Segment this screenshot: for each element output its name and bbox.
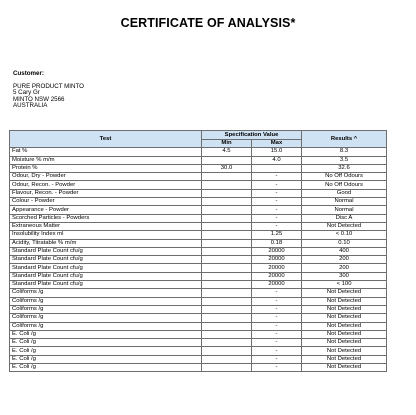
header-test: Test: [10, 131, 202, 148]
row-min: [202, 272, 252, 280]
row-max: 1.25: [252, 231, 302, 239]
row-result: 200: [302, 256, 387, 264]
row-min: [202, 322, 252, 330]
row-min: [202, 156, 252, 164]
row-max: -: [252, 314, 302, 322]
row-max: -: [252, 364, 302, 372]
table-row: [10, 314, 387, 322]
row-result: Not Detected: [302, 222, 387, 230]
row-test-name: Coliforms /g: [10, 297, 202, 305]
row-test-name: E. Coli /g: [10, 355, 202, 363]
row-min: [202, 214, 252, 222]
row-test-name: E. Coli /g: [10, 330, 202, 338]
row-max: 20000: [252, 247, 302, 255]
row-result: Not Detected: [302, 339, 387, 347]
table-row: [10, 347, 387, 355]
row-test-name: Flavour, Recon. - Powder: [10, 189, 202, 197]
row-min: [202, 314, 252, 322]
row-max: 20000: [252, 272, 302, 280]
row-test-name: E. Coli /g: [10, 347, 202, 355]
table-row: [10, 164, 387, 172]
row-result: Not Detected: [302, 314, 387, 322]
row-test-name: Odour, Dry - Powder: [10, 173, 202, 181]
row-min: [202, 247, 252, 255]
row-test-name: Standard Plate Count cfu/g: [10, 272, 202, 280]
row-result: Not Detected: [302, 355, 387, 363]
customer-country: AUSTRALIA: [13, 102, 48, 110]
row-test-name: Moisture % m/m: [10, 156, 202, 164]
row-result: 0.10: [302, 239, 387, 247]
row-min: [202, 239, 252, 247]
row-test-name: Colour - Powder: [10, 198, 202, 206]
table-row: [10, 256, 387, 264]
row-max: -: [252, 339, 302, 347]
row-max: 4.0: [252, 156, 302, 164]
row-min: [202, 339, 252, 347]
row-min: [202, 189, 252, 197]
row-max: -: [252, 347, 302, 355]
document-title: CERTIFICATE OF ANALYSIS*: [120, 16, 296, 30]
row-max: -: [252, 189, 302, 197]
row-max: 20000: [252, 281, 302, 289]
row-test-name: Protein %: [10, 164, 202, 172]
row-result: 8.3: [302, 148, 387, 156]
row-max: -: [252, 173, 302, 181]
row-result: < 100: [302, 281, 387, 289]
table-row: [10, 339, 387, 347]
analysis-table-body: [10, 148, 387, 372]
table-row: [10, 322, 387, 330]
row-min: [202, 355, 252, 363]
table-row: [10, 206, 387, 214]
row-test-name: Odour, Recon. - Powder: [10, 181, 202, 189]
row-result: Normal: [302, 206, 387, 214]
row-result: No Off Odours: [302, 181, 387, 189]
table-row: [10, 239, 387, 247]
row-max: 0.18: [252, 239, 302, 247]
row-max: 20000: [252, 264, 302, 272]
table-row: [10, 181, 387, 189]
row-max: -: [252, 222, 302, 230]
row-result: Not Detected: [302, 330, 387, 338]
row-min: [202, 347, 252, 355]
row-test-name: Standard Plate Count cfu/g: [10, 256, 202, 264]
customer-city: MINTO NSW 2566: [13, 95, 65, 103]
row-result: Disc A: [302, 214, 387, 222]
table-row: [10, 247, 387, 255]
table-row: [10, 198, 387, 206]
row-result: Not Detected: [302, 347, 387, 355]
row-result: Not Detected: [302, 289, 387, 297]
row-min: [202, 222, 252, 230]
analysis-table: [9, 130, 387, 372]
table-row: [10, 148, 387, 156]
row-max: -: [252, 330, 302, 338]
row-test-name: Insolubility Index ml: [10, 231, 202, 239]
row-result: Good: [302, 189, 387, 197]
row-min: [202, 364, 252, 372]
customer-street: 5 Cary Gr: [13, 89, 40, 97]
row-max: [252, 164, 302, 172]
row-result: < 0.10: [302, 231, 387, 239]
row-min: [202, 330, 252, 338]
row-max: -: [252, 297, 302, 305]
row-min: 30.0: [202, 164, 252, 172]
row-min: [202, 256, 252, 264]
row-result: Not Detected: [302, 322, 387, 330]
analysis-table-header: [10, 131, 387, 148]
table-row: [10, 173, 387, 181]
row-min: [202, 289, 252, 297]
row-min: [202, 173, 252, 181]
customer-label: Customer:: [13, 70, 44, 77]
row-min: [202, 281, 252, 289]
row-test-name: Standard Plate Count cfu/g: [10, 264, 202, 272]
row-test-name: Extraneous Matter: [10, 222, 202, 230]
row-min: [202, 305, 252, 313]
row-test-name: Fat %: [10, 148, 202, 156]
row-test-name: Coliforms /g: [10, 314, 202, 322]
row-max: -: [252, 305, 302, 313]
table-row: [10, 189, 387, 197]
customer-block: [13, 71, 84, 110]
row-max: -: [252, 206, 302, 214]
header-min: Min: [202, 140, 252, 148]
table-row: [10, 297, 387, 305]
row-min: [202, 264, 252, 272]
table-row: [10, 305, 387, 313]
row-result: Not Detected: [302, 297, 387, 305]
row-result: 200: [302, 264, 387, 272]
row-test-name: Scorched Particles - Powders: [10, 214, 202, 222]
table-row: [10, 272, 387, 280]
row-max: -: [252, 322, 302, 330]
row-result: No Off Odours: [302, 173, 387, 181]
table-row: [10, 264, 387, 272]
row-test-name: Coliforms /g: [10, 289, 202, 297]
row-max: -: [252, 198, 302, 206]
row-result: 32.6: [302, 164, 387, 172]
row-min: [202, 297, 252, 305]
row-test-name: Appearance - Powder: [10, 206, 202, 214]
row-result: Not Detected: [302, 364, 387, 372]
table-row: [10, 281, 387, 289]
row-test-name: Acidity, Titratable % m/m: [10, 239, 202, 247]
header-max: Max: [252, 140, 302, 148]
row-min: [202, 206, 252, 214]
row-min: [202, 231, 252, 239]
row-result: Not Detected: [302, 305, 387, 313]
table-row: [10, 156, 387, 164]
row-test-name: Coliforms /g: [10, 305, 202, 313]
row-max: -: [252, 214, 302, 222]
row-test-name: Standard Plate Count cfu/g: [10, 247, 202, 255]
row-test-name: E. Coli /g: [10, 364, 202, 372]
header-results: Results ^: [302, 131, 387, 148]
row-test-name: E. Coli /g: [10, 339, 202, 347]
header-spec-group: Specification Value: [202, 131, 302, 140]
table-row: [10, 231, 387, 239]
row-min: [202, 181, 252, 189]
table-row: [10, 364, 387, 372]
table-row: [10, 222, 387, 230]
row-test-name: Coliforms /g: [10, 322, 202, 330]
row-max: 20000: [252, 256, 302, 264]
table-row: [10, 289, 387, 297]
row-result: Normal: [302, 198, 387, 206]
row-min: [202, 198, 252, 206]
table-row: [10, 214, 387, 222]
table-row: [10, 330, 387, 338]
row-min: 4.5: [202, 148, 252, 156]
row-test-name: Standard Plate Count cfu/g: [10, 281, 202, 289]
row-max: -: [252, 289, 302, 297]
row-result: 400: [302, 247, 387, 255]
row-max: -: [252, 355, 302, 363]
row-max: -: [252, 181, 302, 189]
row-result: 300: [302, 272, 387, 280]
row-result: 3.5: [302, 156, 387, 164]
table-row: [10, 355, 387, 363]
customer-name: PURE PRODUCT MINTO: [13, 82, 84, 90]
row-max: 15.0: [252, 148, 302, 156]
